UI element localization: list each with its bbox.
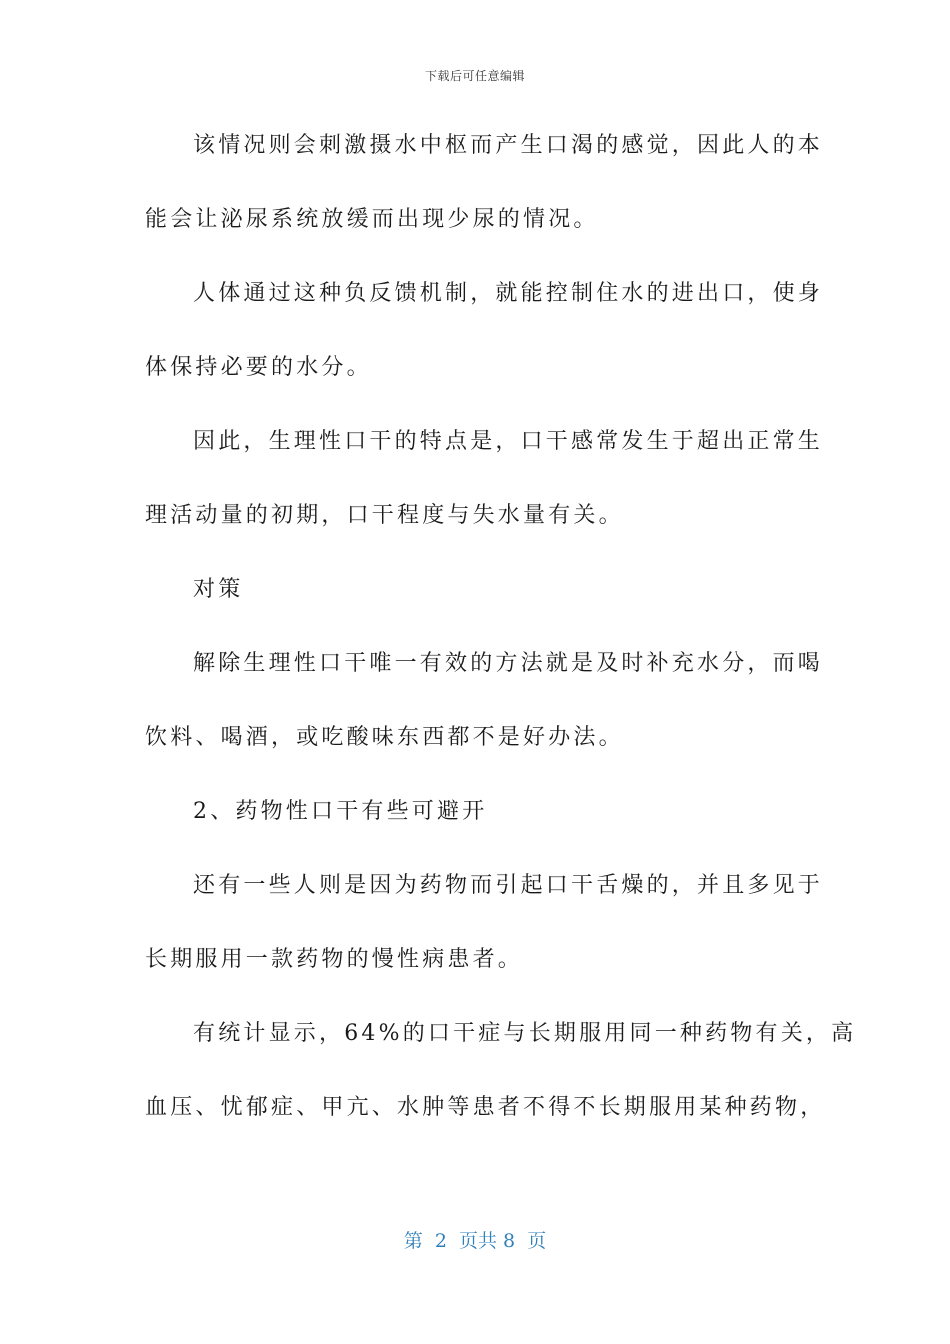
header-note: 下载后可任意编辑 — [424, 69, 525, 83]
section-heading: 对策 — [193, 577, 244, 602]
page-number-footer: 第 2 页共 8 页 — [403, 1230, 547, 1252]
paragraph-line: 因此，生理性口干的特点是，口干感常发生于超出正常生 — [193, 429, 824, 454]
paragraph-line: 能会让泌尿系统放缓而出现少尿的情况。 — [145, 207, 599, 232]
paragraph-line: 该情况则会刺激摄水中枢而产生口渴的感觉，因此人的本 — [193, 133, 824, 158]
paragraph-line: 理活动量的初期，口干程度与失水量有关。 — [145, 503, 624, 528]
paragraph-line: 饮料、喝酒，或吃酸味东西都不是好办法。 — [145, 725, 624, 750]
paragraph-line: 血压、忧郁症、甲亢、水肿等患者不得不长期服用某种药物， — [145, 1095, 826, 1120]
document-body — [145, 127, 857, 1163]
section-heading: 2、药物性口干有些可避开 — [193, 799, 488, 824]
paragraph-line: 长期服用一款药物的慢性病患者。 — [145, 947, 524, 972]
paragraph-line: 体保持必要的水分。 — [145, 355, 372, 380]
paragraph-line: 人体通过这种负反馈机制，就能控制住水的进出口，使身 — [193, 281, 824, 306]
paragraph-line: 有统计显示，64%的口干症与长期服用同一种药物有关，高 — [193, 1021, 857, 1046]
paragraph-line: 解除生理性口干唯一有效的方法就是及时补充水分，而喝 — [193, 651, 824, 676]
paragraph-line: 还有一些人则是因为药物而引起口干舌燥的，并且多见于 — [193, 873, 824, 898]
